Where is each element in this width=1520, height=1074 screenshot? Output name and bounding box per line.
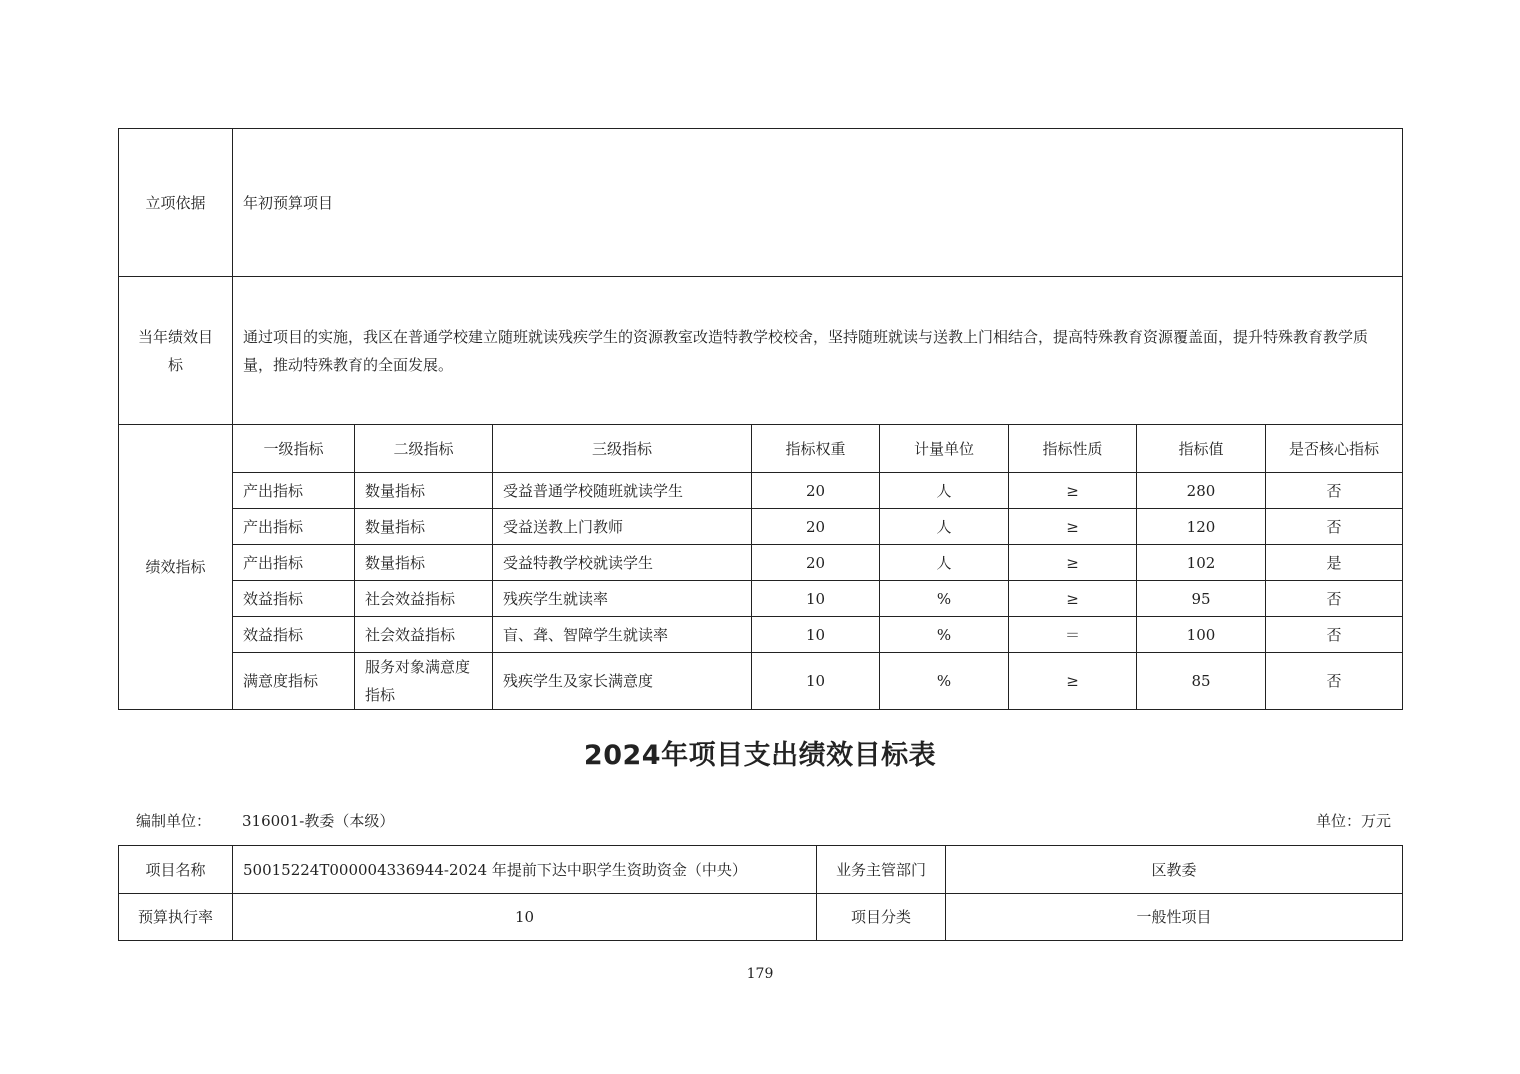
header-cell: 指标值 (1137, 425, 1266, 473)
unit-label: 单位：万元 (1315, 812, 1391, 830)
nature-cell: ≥ (1009, 581, 1137, 617)
goal-value: 通过项目的实施，我区在普通学校建立随班就读残疾学生的资源教室改造特教学校校舍，坚持随班就读与送教上门相结合，提高特殊教育资源覆盖面，提升特殊教育教学质量，推动特殊教育的全面发展。 (233, 277, 1403, 425)
dept-label: 业务主管部门 (817, 846, 946, 894)
nature-cell: ≥ (1009, 473, 1137, 509)
unit-cell: % (880, 617, 1009, 653)
core-cell: 否 (1266, 509, 1403, 545)
nature-cell: ≥ (1009, 653, 1137, 710)
indicators-label: 绩效指标 (119, 425, 233, 710)
core-cell: 是 (1266, 545, 1403, 581)
value-cell: 100 (1137, 617, 1266, 653)
exec-rate-value: 10 (233, 894, 817, 941)
dept-value: 区教委 (946, 846, 1403, 894)
unit-cell: 人 (880, 509, 1009, 545)
header-cell: 二级指标 (355, 425, 493, 473)
core-cell: 否 (1266, 581, 1403, 617)
basis-label: 立项依据 (119, 129, 233, 277)
level3-cell: 残疾学生就读率 (493, 581, 752, 617)
page-title: 2024年项目支出绩效目标表 (583, 740, 937, 771)
header-cell: 是否核心指标 (1266, 425, 1403, 473)
header-cell: 一级指标 (233, 425, 355, 473)
nature-cell: ≥ (1009, 509, 1137, 545)
category-label: 项目分类 (817, 894, 946, 941)
unit-cell: 人 (880, 545, 1009, 581)
unit-cell: % (880, 653, 1009, 710)
table-row (119, 617, 1403, 653)
weight-cell: 20 (752, 545, 880, 581)
unit-cell: 人 (880, 473, 1009, 509)
level1-cell: 效益指标 (233, 581, 355, 617)
weight-cell: 10 (752, 617, 880, 653)
table-row (119, 894, 1403, 941)
level2-cell: 数量指标 (355, 509, 493, 545)
header-cell: 指标权重 (752, 425, 880, 473)
value-cell: 95 (1137, 581, 1266, 617)
indicator-header-row (119, 425, 1403, 473)
header-cell: 指标性质 (1009, 425, 1137, 473)
project-name-label: 项目名称 (119, 846, 233, 894)
weight-cell: 10 (752, 581, 880, 617)
weight-cell: 10 (752, 653, 880, 710)
table-row (119, 545, 1403, 581)
level3-cell: 受益送教上门教师 (493, 509, 752, 545)
level3-cell: 受益普通学校随班就读学生 (493, 473, 752, 509)
value-cell: 120 (1137, 509, 1266, 545)
level1-cell: 产出指标 (233, 545, 355, 581)
level2-cell: 数量指标 (355, 473, 493, 509)
level1-cell: 满意度指标 (233, 653, 355, 710)
table-row (119, 473, 1403, 509)
core-cell: 否 (1266, 617, 1403, 653)
table-row (119, 581, 1403, 617)
level2-cell: 数量指标 (355, 545, 493, 581)
basis-row (119, 129, 1403, 277)
level3-cell: 残疾学生及家长满意度 (493, 653, 752, 710)
level2-cell: 社会效益指标 (355, 581, 493, 617)
core-cell: 否 (1266, 653, 1403, 710)
page-number: 179 (746, 966, 774, 982)
unit-cell: % (880, 581, 1009, 617)
level3-cell: 盲、聋、智障学生就读率 (493, 617, 752, 653)
level2-cell: 服务对象满意度指标 (355, 653, 493, 710)
goal-row (119, 277, 1403, 425)
table-row (119, 846, 1403, 894)
project-name-value: 50015224T000004336944-2024 年提前下达中职学生资助资金（中央） (233, 846, 817, 894)
level1-cell: 效益指标 (233, 617, 355, 653)
nature-cell: ＝ (1009, 617, 1137, 653)
level2-cell: 社会效益指标 (355, 617, 493, 653)
org-label: 编制单位： (136, 812, 212, 830)
header-cell: 三级指标 (493, 425, 752, 473)
level1-cell: 产出指标 (233, 473, 355, 509)
level1-cell: 产出指标 (233, 509, 355, 545)
org-value: 316001-教委（本级） (242, 812, 395, 830)
level3-cell: 受益特教学校就读学生 (493, 545, 752, 581)
project-table (118, 845, 1403, 941)
goal-label: 当年绩效目标 (119, 277, 233, 425)
weight-cell: 20 (752, 473, 880, 509)
exec-rate-label: 预算执行率 (119, 894, 233, 941)
basis-value: 年初预算项目 (233, 129, 1403, 277)
table-row (119, 509, 1403, 545)
performance-table (118, 128, 1403, 710)
value-cell: 85 (1137, 653, 1266, 710)
value-cell: 102 (1137, 545, 1266, 581)
core-cell: 否 (1266, 473, 1403, 509)
value-cell: 280 (1137, 473, 1266, 509)
header-cell: 计量单位 (880, 425, 1009, 473)
category-value: 一般性项目 (946, 894, 1403, 941)
weight-cell: 20 (752, 509, 880, 545)
nature-cell: ≥ (1009, 545, 1137, 581)
table-row (119, 653, 1403, 710)
